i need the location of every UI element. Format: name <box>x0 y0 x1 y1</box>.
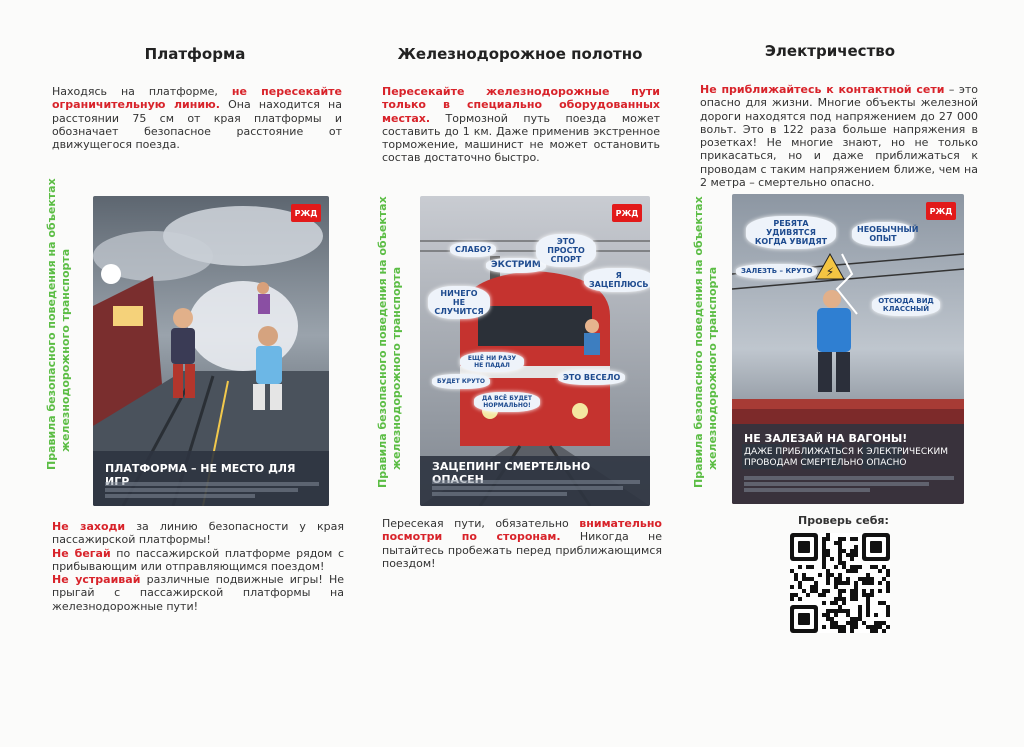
intro-paragraph <box>700 83 978 189</box>
intro-paragraph <box>382 85 660 165</box>
highlight-text: не пересекайте ограничительную линию. <box>52 85 342 112</box>
poster-caption: ЗАЦЕПИНГ СМЕРТЕЛЬНО <box>432 460 591 473</box>
body-text: Пересекая пути, обязательно <box>382 517 580 530</box>
rule-text: по пассажирской платформе рядом с прибывающим или отправляющимся поездом! <box>52 546 345 573</box>
qr-code[interactable] <box>790 533 890 633</box>
thought-bubble: ЭТО ВЕСЕЛО <box>558 370 625 385</box>
poster-caption: НЕ ЗАЛЕЗАЙ НА ВАГОНЫ! <box>744 432 908 445</box>
poster-caption: ПЛАТФОРМА – НЕ МЕСТО ДЛЯ <box>105 462 296 475</box>
vertical-line-1: Правила безопасного поведения на объектах <box>45 178 58 470</box>
vertical-caption <box>376 196 404 488</box>
rule-keyword: Не устраивай <box>52 573 141 587</box>
body-text: Она находится на расстоянии 75 см от края платформы и обозначает безопасное расстояние от движущегося поезда. <box>52 98 342 152</box>
highlight-text: внимательно посмотри по сторонам. <box>382 517 662 544</box>
thought-bubble: БУДЕТ КРУТО <box>432 374 490 389</box>
svg-text:⚡: ⚡ <box>825 265 835 279</box>
thought-bubble: СЛАБО? <box>450 242 496 257</box>
poster-fine-print <box>105 482 319 498</box>
rules-list <box>52 520 344 613</box>
thought-bubble: ОТСЮДА ВИД КЛАССНЫЙ <box>872 294 940 316</box>
thought-bubble: ЭКСТРИМ <box>486 258 546 273</box>
highlight-text: Не приближайтесь к контактной сети <box>700 83 945 96</box>
thought-bubble: НИЧЕГО НЕ СЛУЧИТСЯ <box>428 286 490 319</box>
column-title: Железнодорожное полотно <box>397 45 643 63</box>
column-title: Электричество <box>764 42 896 60</box>
vertical-caption <box>45 178 73 470</box>
thought-bubble: ДА ВСЁ БУДЕТ НОРМАЛЬНО! <box>474 392 540 412</box>
vertical-line-2: железнодорожного транспорта <box>59 248 72 452</box>
thought-bubble: ЭТО ПРОСТО СПОРТ <box>536 234 596 267</box>
poster-platform <box>93 196 329 506</box>
rule-item <box>52 520 344 547</box>
highlight-text: Пересекайте железнодорожные пути только в специально оборудованных местах. <box>382 85 660 125</box>
check-yourself-label: Проверь себя: <box>798 514 889 527</box>
intro-paragraph <box>52 85 342 151</box>
poster-illustration <box>93 196 329 506</box>
vertical-line-1: Правила безопасного поведения на объектах <box>692 196 705 488</box>
thought-bubble: НЕОБЫЧНЫЙ ОПЫТ <box>852 222 914 246</box>
body-text: – это опасно для жизни. Многие объекты железной дороги находятся под напряжением до 27 000 вольт. Это в 122 раза больше напряжения в розетках! Не многие знают, но не только прикасаться, но и даже приближаться к проводам с таким напряжением ближе, чем на 2 метра – смертельно опасно. <box>700 83 978 190</box>
outro-paragraph <box>382 517 662 570</box>
rzd-logo: РЖД <box>926 202 956 220</box>
rule-text: за линию безопасности у края пассажирской платформы! <box>52 520 345 547</box>
poster-fine-print <box>432 480 640 496</box>
rule-keyword: Не заходи <box>52 520 126 533</box>
rzd-logo: РЖД <box>291 204 321 222</box>
vertical-line-2: железнодорожного транспорта <box>390 266 403 470</box>
vertical-line-1: Правила безопасного поведения на объектах <box>376 196 389 488</box>
body-text: Находясь на платформе, <box>52 85 232 98</box>
thought-bubble: ЗАЛЕЗТЬ – КРУТО <box>736 264 817 279</box>
body-text: Никогда не пытайтесь пробежать перед приближающимся поездом! <box>382 530 663 570</box>
column-title: Платформа <box>144 45 246 63</box>
vertical-caption <box>692 196 720 488</box>
body-text: Тормозной путь поезда может составить до 1 км. Даже применив экстренное торможение, машинист не может остановить состав достаточно быстро. <box>382 111 660 165</box>
rule-item <box>52 573 344 613</box>
poster-train-surfing <box>420 196 650 506</box>
poster-fine-print <box>744 476 954 492</box>
poster-electricity <box>732 194 964 504</box>
rule-text: различные подвижные игры! Не прыгай с пассажирской платформы на железнодорожные пути! <box>52 573 344 613</box>
rule-keyword: Не бегай <box>52 546 111 560</box>
thought-bubble: ЕЩЁ НИ РАЗУ НЕ ПАДАЛ <box>460 352 524 372</box>
rzd-logo: РЖД <box>612 204 642 222</box>
poster-subcaption: ДАЖЕ ПРИБЛИЖАТЬСЯ К ЭЛЕКТРИЧЕСКИМ ПРОВОДАМ СМЕРТЕЛЬНО ОПАСНО <box>744 447 949 468</box>
thought-bubble: РЕБЯТА УДИВЯТСЯ КОГДА УВИДЯТ <box>746 216 836 249</box>
rule-item <box>52 547 344 574</box>
vertical-line-2: железнодорожного транспорта <box>706 266 719 470</box>
thought-bubble: Я ЗАЦЕПЛЮСЬ <box>584 268 650 292</box>
